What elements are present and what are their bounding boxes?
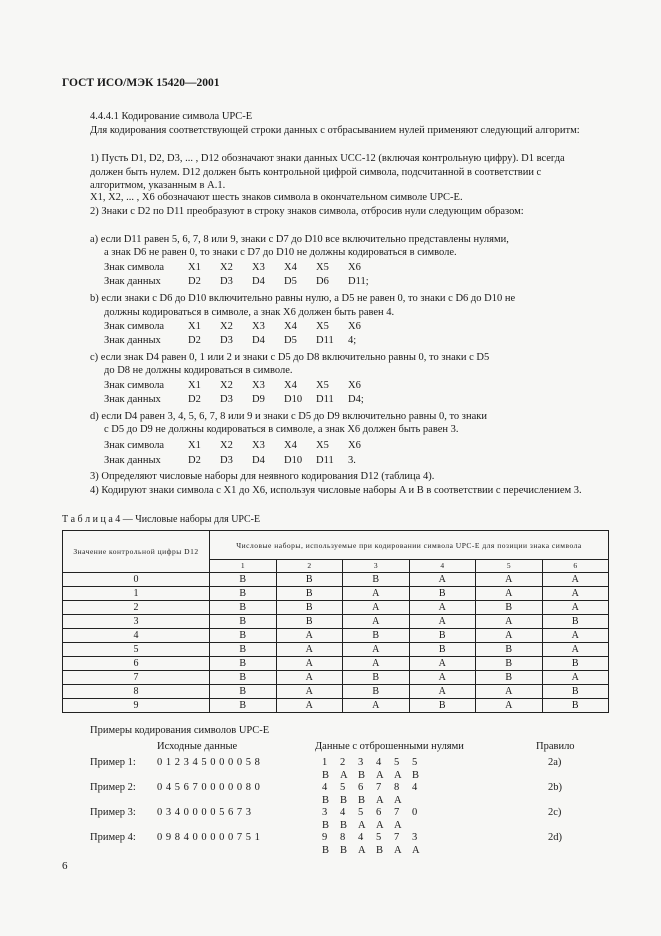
set-cell: A (343, 657, 410, 671)
set-letter: B (340, 795, 348, 806)
set-cell: A (343, 601, 410, 615)
digit: 4 (412, 782, 418, 793)
table-row (63, 573, 609, 587)
set-cell: A (343, 587, 410, 601)
set-letter: B (322, 770, 330, 781)
set-cell: B (276, 573, 343, 587)
set-cell: A (409, 601, 476, 615)
digit: 6 (376, 807, 382, 818)
set-letter: B (340, 845, 348, 856)
set-cell: B (542, 615, 609, 629)
example-source: 0 9 8 4 0 0 0 0 0 7 5 1 (157, 832, 261, 843)
check-digit-cell: 9 (63, 699, 210, 713)
case-c-symbol-row (104, 380, 388, 391)
dat: D2 (188, 276, 201, 287)
case-a-data-row (104, 276, 388, 287)
set-cell: A (409, 685, 476, 699)
example-sets (322, 770, 430, 781)
data-label: Знак данных (104, 455, 161, 466)
example-source: 0 3 4 0 0 0 0 5 6 7 3 (157, 807, 252, 818)
digit: 5 (358, 807, 364, 818)
set-cell: B (210, 587, 277, 601)
symbol-label: Знак символа (104, 321, 165, 332)
page-number: 6 (62, 860, 68, 872)
set-cell: B (343, 671, 410, 685)
sym: X6 (348, 321, 361, 332)
section-title: 4.4.4.1 Кодирование символа UPC-E (90, 111, 253, 122)
check-digit-cell: 4 (63, 629, 210, 643)
intro-text: Для кодирования соответствующей строки данных с отбрасыванием нулей применяют следующий алгоритм: (90, 125, 580, 136)
set-cell: B (409, 643, 476, 657)
table-row (63, 601, 609, 615)
case-c-data-row (104, 394, 388, 405)
digit: 3 (322, 807, 328, 818)
check-digit-cell: 3 (63, 615, 210, 629)
dat: D11 (316, 394, 334, 405)
set-letter: B (412, 770, 420, 781)
digit: 4 (358, 832, 364, 843)
dat: D10 (284, 455, 303, 466)
sym: X4 (284, 380, 297, 391)
case-d-data-row (104, 455, 388, 466)
case-a-line1: а) если D11 равен 5, 6, 7, 8 или 9, знаки с D7 до D10 все включительно представлены нулями, (90, 234, 509, 245)
case-a-symbol-row (104, 262, 388, 273)
set-letter: B (358, 795, 366, 806)
set-cell: B (343, 685, 410, 699)
sym: X3 (252, 262, 265, 273)
dat: D11 (316, 335, 334, 346)
table-row (63, 615, 609, 629)
numeric-sets-table (62, 530, 609, 713)
symbol-label: Знак символа (104, 380, 165, 391)
set-cell: B (210, 601, 277, 615)
set-cell: B (476, 657, 543, 671)
sym: X6 (348, 440, 361, 451)
set-letter: A (358, 820, 366, 831)
set-letter: B (340, 820, 348, 831)
set-letter: A (394, 795, 402, 806)
data-label: Знак данных (104, 276, 161, 287)
set-letter: A (412, 845, 420, 856)
dat: D3 (220, 394, 233, 405)
set-cell: A (542, 573, 609, 587)
set-cell: A (476, 615, 543, 629)
set-cell: A (409, 671, 476, 685)
check-digit-cell: 2 (63, 601, 210, 615)
set-cell: A (276, 699, 343, 713)
set-cell: B (210, 671, 277, 685)
table-row (63, 685, 609, 699)
example-source: 0 4 5 6 7 0 0 0 0 0 8 0 (157, 782, 261, 793)
set-letter: B (322, 795, 330, 806)
example-sets (322, 845, 430, 856)
digit: 0 (412, 807, 418, 818)
case-c-line2: до D8 не должны кодироваться в символе. (104, 365, 293, 376)
dat: 4; (348, 335, 357, 346)
col0-header: Значение контрольной цифры D12 (63, 531, 210, 573)
digit: 4 (340, 807, 346, 818)
dat: D9 (252, 394, 265, 405)
set-cell: B (476, 601, 543, 615)
examples-title: Примеры кодирования символов UPC-E (90, 725, 270, 736)
set-cell: B (276, 615, 343, 629)
example-rule: 2b) (548, 782, 562, 793)
set-cell: A (476, 629, 543, 643)
digit: 9 (322, 832, 328, 843)
sym: X3 (252, 321, 265, 332)
set-cell: B (343, 629, 410, 643)
set-cell: B (210, 573, 277, 587)
set-cell: A (276, 629, 343, 643)
set-cell: A (343, 699, 410, 713)
position-header: 2 (276, 560, 343, 573)
example-digits (322, 757, 430, 768)
case-c-line1: c) если знак D4 равен 0, 1 или 2 и знаки с D5 до D8 включительно равны 0, то знаки с D5 (90, 352, 490, 363)
case-d-line1: d) если D4 равен 3, 4, 5, 6, 7, 8 или 9 и знаки с D5 до D9 включительно равны 0, то знаки (90, 411, 487, 422)
sym: X6 (348, 380, 361, 391)
table-row (63, 671, 609, 685)
set-cell: A (276, 643, 343, 657)
dat: D3 (220, 276, 233, 287)
sym: X3 (252, 440, 265, 451)
digit: 7 (376, 782, 382, 793)
case-d-symbol-row (104, 440, 388, 451)
set-cell: B (409, 587, 476, 601)
digit: 7 (394, 807, 400, 818)
sym: X5 (316, 262, 329, 273)
step-1b: X1, X2, ... , X6 обозначают шесть знаков символа в окончательном символе UPC-E. (90, 192, 463, 203)
example-rule: 2c) (548, 807, 562, 818)
position-header: 6 (542, 560, 609, 573)
example-label: Пример 1: (90, 757, 136, 768)
set-cell: A (343, 615, 410, 629)
sym: X4 (284, 262, 297, 273)
sym: X3 (252, 380, 265, 391)
table-row (63, 643, 609, 657)
dat: D10 (284, 394, 303, 405)
table-row (63, 587, 609, 601)
set-cell: B (210, 643, 277, 657)
col-source-header: Исходные данные (157, 741, 238, 752)
digit: 5 (412, 757, 418, 768)
table-row (63, 699, 609, 713)
case-b-symbol-row (104, 321, 388, 332)
intro-paragraph (90, 124, 599, 138)
set-letter: A (376, 820, 384, 831)
sym: X4 (284, 321, 297, 332)
digit: 3 (412, 832, 418, 843)
set-letter: A (394, 820, 402, 831)
check-digit-cell: 0 (63, 573, 210, 587)
sym: X1 (188, 380, 201, 391)
group-header: Числовые наборы, используемые при кодировании символа UPC-E для позиции знака символа (210, 531, 609, 560)
set-cell: A (542, 587, 609, 601)
set-cell: B (276, 601, 343, 615)
sym: X4 (284, 440, 297, 451)
position-header: 3 (343, 560, 410, 573)
dat: D4 (252, 335, 265, 346)
set-cell: B (210, 615, 277, 629)
example-digits (322, 807, 430, 818)
set-cell: A (476, 573, 543, 587)
col-dropped-header: Данные с отброшенными нулями (315, 741, 464, 752)
set-cell: A (542, 643, 609, 657)
set-cell: A (276, 671, 343, 685)
data-label: Знак данных (104, 335, 161, 346)
sym: X1 (188, 262, 201, 273)
set-letter: B (322, 845, 330, 856)
symbol-label: Знак символа (104, 262, 165, 273)
dat: D2 (188, 335, 201, 346)
digit: 8 (340, 832, 346, 843)
set-cell: B (343, 573, 410, 587)
set-cell: A (476, 699, 543, 713)
digit: 7 (394, 832, 400, 843)
digit: 6 (358, 782, 364, 793)
dat: D3 (220, 455, 233, 466)
set-cell: B (276, 587, 343, 601)
step-1: 1) Пусть D1, D2, D3, ... , D12 обозначают знаки данных UCC-12 (включая контрольную цифру). D1 всегда должен быть нулем. D12 должен быть контрольной цифрой символа, подсчитанной в соответствии с алгоритмом, указанным в А.1. (90, 153, 565, 191)
check-digit-cell: 6 (63, 657, 210, 671)
set-cell: B (542, 699, 609, 713)
dat: D11 (316, 455, 334, 466)
digit: 2 (340, 757, 346, 768)
sym: X5 (316, 440, 329, 451)
set-letter: A (376, 770, 384, 781)
case-a-line2: а знак D6 не равен 0, то знаки с D7 до D10 не должны кодироваться в символе. (104, 247, 457, 258)
dat: D4 (252, 455, 265, 466)
digit: 8 (394, 782, 400, 793)
check-digit-cell: 8 (63, 685, 210, 699)
sym: X2 (220, 262, 233, 273)
set-letter: B (322, 820, 330, 831)
sym: X1 (188, 440, 201, 451)
set-cell: A (476, 587, 543, 601)
dat: D3 (220, 335, 233, 346)
example-sets (322, 795, 430, 806)
set-letter: A (340, 770, 348, 781)
set-cell: A (343, 643, 410, 657)
set-cell: A (409, 573, 476, 587)
example-sets (322, 820, 430, 831)
example-label: Пример 3: (90, 807, 136, 818)
set-cell: B (476, 671, 543, 685)
digit: 5 (394, 757, 400, 768)
dat: D4 (252, 276, 265, 287)
set-cell: B (476, 643, 543, 657)
example-digits (322, 832, 430, 843)
dat: D6 (316, 276, 329, 287)
check-digit-cell: 1 (63, 587, 210, 601)
example-rule: 2d) (548, 832, 562, 843)
position-header: 4 (409, 560, 476, 573)
check-digit-cell: 5 (63, 643, 210, 657)
set-cell: B (542, 685, 609, 699)
table-row (63, 657, 609, 671)
symbol-label: Знак символа (104, 440, 165, 451)
sym: X6 (348, 262, 361, 273)
step-2: 2) Знаки с D2 по D11 преобразуют в строку знаков символа, отбросив нули следующим образом: (90, 206, 524, 217)
position-header: 5 (476, 560, 543, 573)
example-rule: 2a) (548, 757, 562, 768)
set-cell: A (476, 685, 543, 699)
example-digits (322, 782, 430, 793)
table-caption: Т а б л и ц а 4 — Числовые наборы для UPC-E (62, 514, 261, 525)
set-cell: A (409, 657, 476, 671)
digit: 4 (322, 782, 328, 793)
table-row (63, 629, 609, 643)
set-cell: B (210, 699, 277, 713)
sym: X5 (316, 321, 329, 332)
example-label: Пример 2: (90, 782, 136, 793)
set-cell: B (210, 629, 277, 643)
dat: 3. (348, 455, 356, 466)
sym: X1 (188, 321, 201, 332)
set-cell: B (409, 699, 476, 713)
set-cell: A (409, 615, 476, 629)
case-d-line2: с D5 до D9 не должны кодироваться в символе, а знак X6 должен быть равен 3. (104, 424, 459, 435)
set-cell: A (542, 629, 609, 643)
table-body (63, 573, 609, 713)
case-b-line2: должны кодироваться в символе, а знак X6 должен быть равен 4. (104, 307, 395, 318)
set-cell: B (542, 657, 609, 671)
dat: D5 (284, 335, 297, 346)
data-label: Знак данных (104, 394, 161, 405)
digit: 4 (376, 757, 382, 768)
set-letter: A (358, 845, 366, 856)
step-3: 3) Определяют числовые наборы для неявного кодирования D12 (таблица 4). (90, 471, 435, 482)
sym: X2 (220, 440, 233, 451)
check-digit-cell: 7 (63, 671, 210, 685)
set-cell: A (276, 657, 343, 671)
set-cell: B (210, 657, 277, 671)
col-rule-header: Правило (536, 741, 575, 752)
digit: 1 (322, 757, 328, 768)
set-cell: A (542, 601, 609, 615)
digit: 3 (358, 757, 364, 768)
digit: 5 (340, 782, 346, 793)
set-letter: B (376, 845, 384, 856)
case-b-line1: b) если знаки с D6 до D10 включительно равны нулю, а D5 не равен 0, то знаки с D6 до D10 не (90, 293, 516, 304)
set-letter: A (394, 845, 402, 856)
sym: X2 (220, 321, 233, 332)
position-header: 1 (210, 560, 277, 573)
sym: X5 (316, 380, 329, 391)
set-letter: A (376, 795, 384, 806)
dat: D4; (348, 394, 364, 405)
dat: D2 (188, 394, 201, 405)
set-cell: B (409, 629, 476, 643)
example-source: 0 1 2 3 4 5 0 0 0 0 5 8 (157, 757, 261, 768)
digit: 5 (376, 832, 382, 843)
dat: D5 (284, 276, 297, 287)
set-cell: B (210, 685, 277, 699)
example-label: Пример 4: (90, 832, 136, 843)
case-b-data-row (104, 335, 388, 346)
dat: D2 (188, 455, 201, 466)
step-4: 4) Кодируют знаки символа с X1 до X6, используя числовые наборы A и B в соответствии с перечислением 3. (90, 485, 582, 496)
set-cell: A (276, 685, 343, 699)
sym: X2 (220, 380, 233, 391)
set-cell: A (542, 671, 609, 685)
set-letter: B (358, 770, 366, 781)
set-letter: A (394, 770, 402, 781)
dat: D11; (348, 276, 369, 287)
document-header: ГОСТ ИСО/МЭК 15420—2001 (62, 77, 220, 89)
